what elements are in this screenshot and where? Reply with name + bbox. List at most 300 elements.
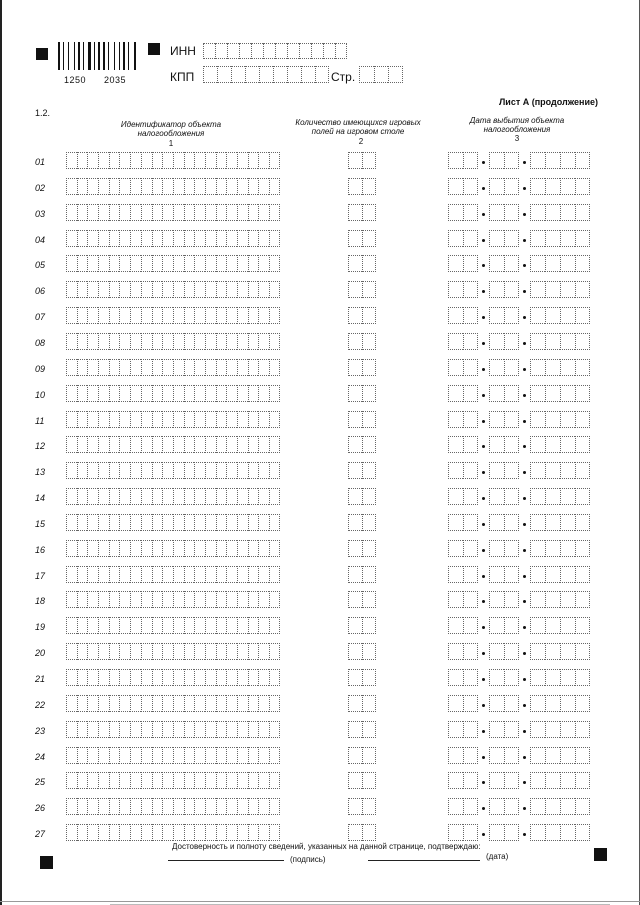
input-cell[interactable]: [194, 643, 205, 660]
input-cell[interactable]: [173, 255, 184, 272]
input-cell[interactable]: [575, 772, 590, 789]
input-cell[interactable]: [215, 43, 227, 59]
input-cell[interactable]: [184, 281, 195, 298]
input-cell[interactable]: [269, 721, 280, 738]
input-cell[interactable]: [463, 255, 478, 272]
input-cell[interactable]: [184, 566, 195, 583]
input-cell[interactable]: [216, 798, 227, 815]
date-day-field[interactable]: [448, 462, 478, 479]
input-cell[interactable]: [119, 643, 130, 660]
input-cell[interactable]: [141, 307, 152, 324]
input-cell[interactable]: [275, 43, 287, 59]
input-cell[interactable]: [545, 152, 560, 169]
identifier-field[interactable]: [66, 281, 280, 298]
input-cell[interactable]: [109, 695, 120, 712]
input-cell[interactable]: [119, 695, 130, 712]
date-year-field[interactable]: [530, 281, 590, 298]
input-cell[interactable]: [130, 488, 141, 505]
input-cell[interactable]: [152, 617, 163, 634]
input-cell[interactable]: [98, 411, 109, 428]
input-cell[interactable]: [194, 617, 205, 634]
input-cell[interactable]: [130, 643, 141, 660]
input-cell[interactable]: [560, 281, 575, 298]
input-cell[interactable]: [448, 436, 463, 453]
input-cell[interactable]: [152, 695, 163, 712]
input-cell[interactable]: [141, 230, 152, 247]
input-cell[interactable]: [162, 281, 173, 298]
input-cell[interactable]: [362, 307, 376, 324]
input-cell[interactable]: [216, 540, 227, 557]
input-cell[interactable]: [237, 385, 248, 402]
input-cell[interactable]: [226, 695, 237, 712]
input-cell[interactable]: [162, 798, 173, 815]
input-cell[interactable]: [269, 669, 280, 686]
input-cell[interactable]: [504, 695, 519, 712]
input-cell[interactable]: [560, 617, 575, 634]
input-cell[interactable]: [560, 566, 575, 583]
input-cell[interactable]: [87, 436, 98, 453]
game-fields-count-field[interactable]: [348, 540, 376, 557]
input-cell[interactable]: [162, 617, 173, 634]
input-cell[interactable]: [162, 333, 173, 350]
input-cell[interactable]: [463, 798, 478, 815]
input-cell[interactable]: [362, 178, 376, 195]
input-cell[interactable]: [77, 566, 88, 583]
input-cell[interactable]: [489, 617, 504, 634]
input-cell[interactable]: [194, 411, 205, 428]
date-day-field[interactable]: [448, 178, 478, 195]
input-cell[interactable]: [560, 436, 575, 453]
input-cell[interactable]: [348, 436, 362, 453]
input-cell[interactable]: [258, 772, 269, 789]
input-cell[interactable]: [248, 436, 259, 453]
input-cell[interactable]: [448, 385, 463, 402]
input-cell[interactable]: [237, 281, 248, 298]
input-cell[interactable]: [489, 178, 504, 195]
input-cell[interactable]: [463, 824, 478, 841]
date-year-field[interactable]: [530, 204, 590, 221]
input-cell[interactable]: [448, 643, 463, 660]
input-cell[interactable]: [237, 643, 248, 660]
date-day-field[interactable]: [448, 643, 478, 660]
input-cell[interactable]: [258, 591, 269, 608]
input-cell[interactable]: [575, 204, 590, 221]
input-cell[interactable]: [130, 436, 141, 453]
input-cell[interactable]: [231, 66, 245, 83]
input-cell[interactable]: [141, 436, 152, 453]
game-fields-count-field[interactable]: [348, 617, 376, 634]
input-cell[interactable]: [489, 488, 504, 505]
input-cell[interactable]: [173, 230, 184, 247]
input-cell[interactable]: [205, 255, 216, 272]
input-cell[interactable]: [575, 281, 590, 298]
input-cell[interactable]: [504, 617, 519, 634]
date-year-field[interactable]: [530, 540, 590, 557]
input-cell[interactable]: [109, 747, 120, 764]
input-cell[interactable]: [141, 281, 152, 298]
input-cell[interactable]: [448, 824, 463, 841]
input-cell[interactable]: [463, 411, 478, 428]
input-cell[interactable]: [98, 255, 109, 272]
input-cell[interactable]: [448, 230, 463, 247]
input-cell[interactable]: [141, 540, 152, 557]
input-cell[interactable]: [194, 307, 205, 324]
identifier-field[interactable]: [66, 152, 280, 169]
input-cell[interactable]: [162, 591, 173, 608]
input-cell[interactable]: [362, 488, 376, 505]
input-cell[interactable]: [119, 488, 130, 505]
input-cell[interactable]: [109, 385, 120, 402]
input-cell[interactable]: [119, 798, 130, 815]
input-cell[interactable]: [184, 411, 195, 428]
date-day-field[interactable]: [448, 255, 478, 272]
input-cell[interactable]: [237, 540, 248, 557]
input-cell[interactable]: [575, 385, 590, 402]
input-cell[interactable]: [448, 514, 463, 531]
input-cell[interactable]: [362, 695, 376, 712]
input-cell[interactable]: [152, 721, 163, 738]
input-cell[interactable]: [77, 514, 88, 531]
input-cell[interactable]: [66, 772, 77, 789]
input-cell[interactable]: [362, 617, 376, 634]
input-cell[interactable]: [173, 307, 184, 324]
input-cell[interactable]: [77, 385, 88, 402]
input-cell[interactable]: [248, 695, 259, 712]
input-cell[interactable]: [237, 307, 248, 324]
input-cell[interactable]: [448, 617, 463, 634]
input-cell[interactable]: [152, 669, 163, 686]
input-cell[interactable]: [141, 462, 152, 479]
input-cell[interactable]: [248, 152, 259, 169]
input-cell[interactable]: [141, 411, 152, 428]
input-cell[interactable]: [504, 255, 519, 272]
input-cell[interactable]: [226, 798, 237, 815]
date-day-field[interactable]: [448, 204, 478, 221]
input-cell[interactable]: [216, 152, 227, 169]
input-cell[interactable]: [545, 462, 560, 479]
input-cell[interactable]: [205, 798, 216, 815]
date-day-field[interactable]: [448, 747, 478, 764]
input-cell[interactable]: [348, 695, 362, 712]
input-cell[interactable]: [575, 669, 590, 686]
input-cell[interactable]: [489, 591, 504, 608]
identifier-field[interactable]: [66, 540, 280, 557]
input-cell[interactable]: [226, 540, 237, 557]
input-cell[interactable]: [545, 721, 560, 738]
game-fields-count-field[interactable]: [348, 385, 376, 402]
input-cell[interactable]: [162, 824, 173, 841]
game-fields-count-field[interactable]: [348, 721, 376, 738]
input-cell[interactable]: [463, 462, 478, 479]
input-cell[interactable]: [184, 359, 195, 376]
input-cell[interactable]: [66, 824, 77, 841]
input-cell[interactable]: [87, 385, 98, 402]
input-cell[interactable]: [348, 643, 362, 660]
input-cell[interactable]: [141, 333, 152, 350]
input-cell[interactable]: [184, 540, 195, 557]
input-cell[interactable]: [504, 488, 519, 505]
input-cell[interactable]: [194, 540, 205, 557]
input-cell[interactable]: [248, 669, 259, 686]
input-cell[interactable]: [301, 66, 315, 83]
input-cell[interactable]: [311, 43, 323, 59]
date-year-field[interactable]: [530, 669, 590, 686]
input-cell[interactable]: [216, 255, 227, 272]
input-cell[interactable]: [162, 540, 173, 557]
input-cell[interactable]: [162, 359, 173, 376]
game-fields-count-field[interactable]: [348, 669, 376, 686]
input-cell[interactable]: [348, 385, 362, 402]
input-cell[interactable]: [216, 204, 227, 221]
input-cell[interactable]: [216, 230, 227, 247]
input-cell[interactable]: [258, 488, 269, 505]
date-day-field[interactable]: [448, 695, 478, 712]
input-cell[interactable]: [448, 747, 463, 764]
input-cell[interactable]: [162, 436, 173, 453]
identifier-field[interactable]: [66, 747, 280, 764]
input-cell[interactable]: [216, 669, 227, 686]
input-cell[interactable]: [530, 643, 545, 660]
input-cell[interactable]: [362, 333, 376, 350]
identifier-field[interactable]: [66, 695, 280, 712]
input-cell[interactable]: [530, 824, 545, 841]
input-cell[interactable]: [119, 204, 130, 221]
input-cell[interactable]: [216, 385, 227, 402]
input-cell[interactable]: [66, 178, 77, 195]
input-cell[interactable]: [130, 617, 141, 634]
input-cell[interactable]: [448, 695, 463, 712]
input-cell[interactable]: [162, 695, 173, 712]
input-cell[interactable]: [237, 152, 248, 169]
input-cell[interactable]: [362, 411, 376, 428]
input-cell[interactable]: [362, 436, 376, 453]
input-cell[interactable]: [504, 411, 519, 428]
input-cell[interactable]: [448, 540, 463, 557]
input-cell[interactable]: [162, 204, 173, 221]
input-cell[interactable]: [489, 204, 504, 221]
input-cell[interactable]: [237, 488, 248, 505]
input-cell[interactable]: [77, 591, 88, 608]
input-cell[interactable]: [362, 721, 376, 738]
input-cell[interactable]: [194, 721, 205, 738]
input-cell[interactable]: [205, 436, 216, 453]
input-cell[interactable]: [226, 204, 237, 221]
input-cell[interactable]: [66, 307, 77, 324]
input-cell[interactable]: [194, 436, 205, 453]
input-cell[interactable]: [545, 643, 560, 660]
date-year-field[interactable]: [530, 488, 590, 505]
date-month-field[interactable]: [489, 540, 519, 557]
input-cell[interactable]: [141, 514, 152, 531]
input-cell[interactable]: [287, 43, 299, 59]
input-cell[interactable]: [77, 772, 88, 789]
input-cell[interactable]: [130, 721, 141, 738]
input-cell[interactable]: [237, 333, 248, 350]
input-cell[interactable]: [66, 540, 77, 557]
input-cell[interactable]: [141, 488, 152, 505]
input-cell[interactable]: [504, 333, 519, 350]
input-cell[interactable]: [348, 721, 362, 738]
input-cell[interactable]: [530, 488, 545, 505]
input-cell[interactable]: [130, 566, 141, 583]
input-cell[interactable]: [119, 540, 130, 557]
input-cell[interactable]: [130, 359, 141, 376]
input-cell[interactable]: [77, 540, 88, 557]
input-cell[interactable]: [184, 307, 195, 324]
input-cell[interactable]: [66, 281, 77, 298]
input-cell[interactable]: [130, 747, 141, 764]
input-cell[interactable]: [205, 359, 216, 376]
input-cell[interactable]: [162, 255, 173, 272]
date-day-field[interactable]: [448, 333, 478, 350]
input-cell[interactable]: [87, 798, 98, 815]
input-cell[interactable]: [141, 566, 152, 583]
date-day-field[interactable]: [448, 307, 478, 324]
input-cell[interactable]: [258, 204, 269, 221]
input-cell[interactable]: [162, 462, 173, 479]
input-cell[interactable]: [545, 204, 560, 221]
date-month-field[interactable]: [489, 462, 519, 479]
input-cell[interactable]: [237, 514, 248, 531]
input-cell[interactable]: [259, 66, 273, 83]
input-cell[interactable]: [448, 204, 463, 221]
input-cell[interactable]: [545, 540, 560, 557]
input-cell[interactable]: [530, 591, 545, 608]
input-cell[interactable]: [194, 152, 205, 169]
input-cell[interactable]: [258, 669, 269, 686]
input-cell[interactable]: [119, 230, 130, 247]
page-number-field[interactable]: [359, 66, 403, 83]
input-cell[interactable]: [141, 824, 152, 841]
input-cell[interactable]: [141, 617, 152, 634]
input-cell[interactable]: [269, 617, 280, 634]
input-cell[interactable]: [248, 178, 259, 195]
input-cell[interactable]: [530, 772, 545, 789]
input-cell[interactable]: [152, 772, 163, 789]
input-cell[interactable]: [448, 281, 463, 298]
identifier-field[interactable]: [66, 514, 280, 531]
input-cell[interactable]: [489, 772, 504, 789]
date-month-field[interactable]: [489, 359, 519, 376]
input-cell[interactable]: [348, 591, 362, 608]
input-cell[interactable]: [388, 66, 403, 83]
input-cell[interactable]: [237, 669, 248, 686]
input-cell[interactable]: [66, 721, 77, 738]
input-cell[interactable]: [77, 488, 88, 505]
input-cell[interactable]: [248, 798, 259, 815]
input-cell[interactable]: [77, 617, 88, 634]
input-cell[interactable]: [359, 66, 374, 83]
input-cell[interactable]: [348, 411, 362, 428]
date-year-field[interactable]: [530, 462, 590, 479]
input-cell[interactable]: [141, 798, 152, 815]
input-cell[interactable]: [216, 721, 227, 738]
date-month-field[interactable]: [489, 333, 519, 350]
input-cell[interactable]: [530, 333, 545, 350]
input-cell[interactable]: [216, 772, 227, 789]
input-cell[interactable]: [194, 695, 205, 712]
input-cell[interactable]: [162, 747, 173, 764]
input-cell[interactable]: [504, 566, 519, 583]
input-cell[interactable]: [87, 230, 98, 247]
input-cell[interactable]: [269, 540, 280, 557]
input-cell[interactable]: [258, 230, 269, 247]
input-cell[interactable]: [152, 747, 163, 764]
input-cell[interactable]: [87, 333, 98, 350]
input-cell[interactable]: [87, 488, 98, 505]
date-year-field[interactable]: [530, 333, 590, 350]
input-cell[interactable]: [545, 669, 560, 686]
input-cell[interactable]: [184, 514, 195, 531]
identifier-field[interactable]: [66, 411, 280, 428]
input-cell[interactable]: [448, 772, 463, 789]
input-cell[interactable]: [205, 591, 216, 608]
input-cell[interactable]: [87, 514, 98, 531]
input-cell[interactable]: [504, 721, 519, 738]
input-cell[interactable]: [109, 255, 120, 272]
input-cell[interactable]: [258, 695, 269, 712]
input-cell[interactable]: [269, 255, 280, 272]
input-cell[interactable]: [162, 411, 173, 428]
date-month-field[interactable]: [489, 281, 519, 298]
input-cell[interactable]: [98, 798, 109, 815]
input-cell[interactable]: [217, 66, 231, 83]
input-cell[interactable]: [130, 514, 141, 531]
date-month-field[interactable]: [489, 307, 519, 324]
input-cell[interactable]: [248, 255, 259, 272]
input-cell[interactable]: [545, 178, 560, 195]
input-cell[interactable]: [194, 824, 205, 841]
input-cell[interactable]: [448, 333, 463, 350]
input-cell[interactable]: [560, 721, 575, 738]
input-cell[interactable]: [463, 488, 478, 505]
input-cell[interactable]: [205, 385, 216, 402]
input-cell[interactable]: [226, 514, 237, 531]
input-cell[interactable]: [141, 591, 152, 608]
input-cell[interactable]: [575, 747, 590, 764]
input-cell[interactable]: [173, 411, 184, 428]
input-cell[interactable]: [98, 436, 109, 453]
input-cell[interactable]: [362, 152, 376, 169]
input-cell[interactable]: [248, 824, 259, 841]
input-cell[interactable]: [216, 178, 227, 195]
input-cell[interactable]: [205, 747, 216, 764]
input-cell[interactable]: [173, 566, 184, 583]
game-fields-count-field[interactable]: [348, 824, 376, 841]
input-cell[interactable]: [560, 669, 575, 686]
input-cell[interactable]: [130, 772, 141, 789]
input-cell[interactable]: [575, 307, 590, 324]
input-cell[interactable]: [348, 514, 362, 531]
input-cell[interactable]: [98, 152, 109, 169]
input-cell[interactable]: [184, 178, 195, 195]
input-cell[interactable]: [173, 204, 184, 221]
input-cell[interactable]: [489, 255, 504, 272]
input-cell[interactable]: [575, 566, 590, 583]
input-cell[interactable]: [184, 488, 195, 505]
input-cell[interactable]: [245, 66, 259, 83]
input-cell[interactable]: [323, 43, 335, 59]
input-cell[interactable]: [560, 359, 575, 376]
input-cell[interactable]: [237, 695, 248, 712]
input-cell[interactable]: [248, 411, 259, 428]
input-cell[interactable]: [269, 152, 280, 169]
input-cell[interactable]: [258, 385, 269, 402]
input-cell[interactable]: [237, 204, 248, 221]
input-cell[interactable]: [489, 721, 504, 738]
input-cell[interactable]: [216, 281, 227, 298]
game-fields-count-field[interactable]: [348, 178, 376, 195]
